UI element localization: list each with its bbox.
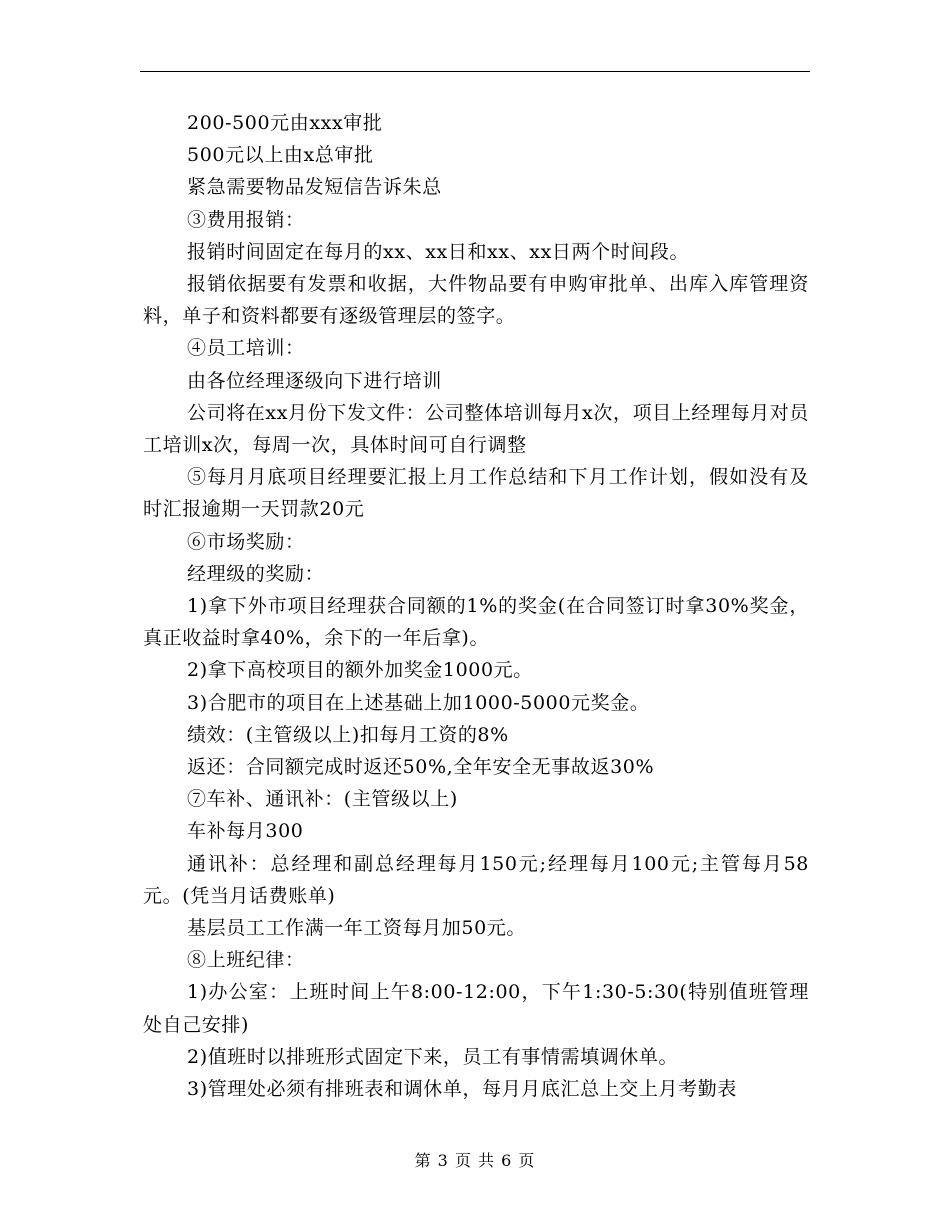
paragraph: 1)办公室：上班时间上午8:00-12:00，下午1:30-5:30(特别值班管理处自己安排) (143, 981, 809, 1036)
paragraph: 经理级的奖励： (187, 562, 325, 585)
paragraph: 车补每月300 (187, 820, 304, 843)
paragraph: 基层员工工作满一年工资每月加50元。 (187, 917, 526, 940)
document-body (143, 107, 809, 1105)
section-heading-expense-reimbursement: ③费用报销： (187, 208, 305, 231)
paragraph: 报销依据要有发票和收据，大件物品要有申购审批单、出库入库管理资料，单子和资料都要有逐级管理层的签字。 (143, 273, 809, 328)
paragraph: 通讯补：总经理和副总经理每月150元;经理每月100元;主管每月58元。(凭当月话费账单) (143, 852, 809, 907)
paragraph: 2)值班时以排班形式固定下来，员工有事情需填调休单。 (187, 1045, 679, 1068)
paragraph: 200-500元由xxx审批 (187, 112, 383, 134)
paragraph: 2)拿下高校项目的额外加奖金1000元。 (187, 659, 533, 682)
page-number: 第 3 页 共 6 页 (414, 1151, 536, 1170)
paragraph: 500元以上由x总审批 (187, 144, 374, 167)
paragraph: 1)拿下外市项目经理获合同额的1%的奖金(在合同签订时拿30%奖金，真正收益时拿40%，余下的一年后拿)。 (143, 595, 809, 650)
paragraph: 3)管理处必须有排班表和调休单，每月月底汇总上交上月考勤表 (187, 1078, 737, 1101)
paragraph: 3)合肥市的项目在上述基础上加1000-5000元奖金。 (187, 691, 650, 714)
paragraph: 绩效：(主管级以上)扣每月工资的8% (187, 723, 509, 746)
section-heading-allowances: ⑦车补、通讯补：(主管级以上) (187, 788, 458, 811)
page-footer (0, 1148, 950, 1171)
section-heading-employee-training: ④员工培训： (187, 337, 305, 360)
paragraph: ⑤每月月底项目经理要汇报上月工作总结和下月工作计划，假如没有及时汇报逾期一天罚款20元 (143, 466, 809, 521)
paragraph: 紧急需要物品发短信告诉朱总 (187, 176, 442, 199)
paragraph: 公司将在xx月份下发文件：公司整体培训每月x次，项目上经理每月对员工培训x次，每周一次，具体时间可自行调整 (143, 401, 809, 457)
paragraph: 返还：合同额完成时返还50%,全年安全无事故返30% (187, 756, 655, 779)
paragraph: 由各位经理逐级向下进行培训 (187, 369, 442, 392)
section-heading-market-rewards: ⑥市场奖励： (187, 530, 305, 553)
section-heading-work-discipline: ⑧上班纪律： (187, 949, 305, 972)
paragraph: 报销时间固定在每月的xx、xx日和xx、xx日两个时间段。 (187, 240, 690, 263)
header-rule (140, 71, 810, 72)
